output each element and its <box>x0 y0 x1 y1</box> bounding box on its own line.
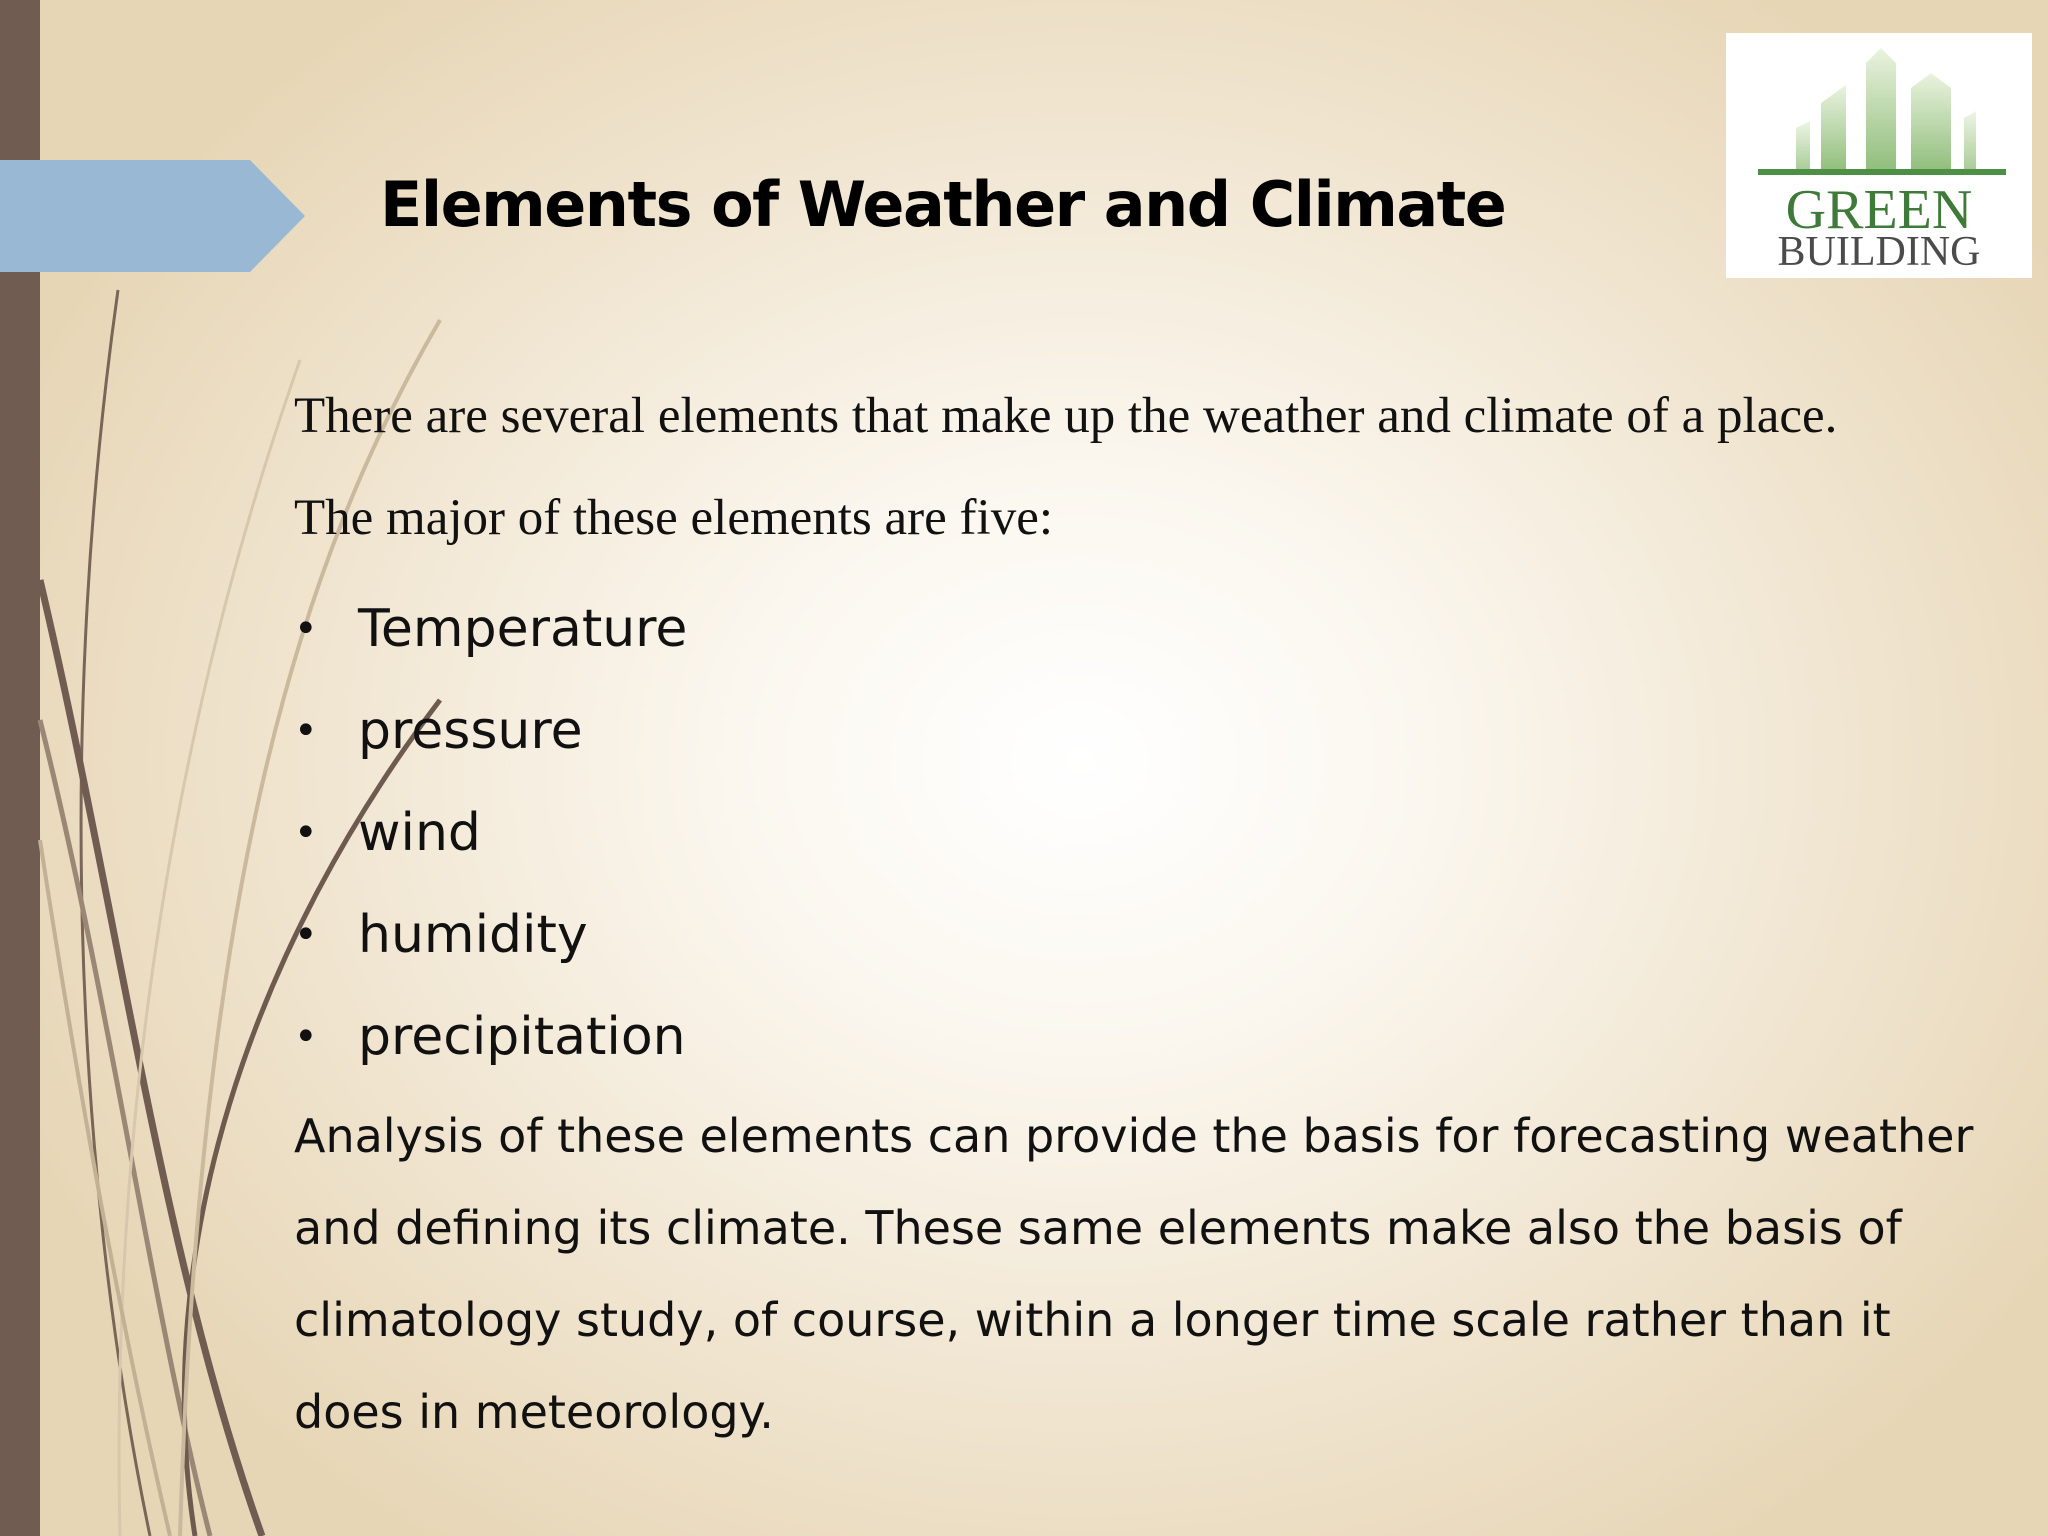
list-item <box>294 986 687 1088</box>
list-item-label: humidity <box>358 905 588 965</box>
analysis-paragraph: Analysis of these elements can provide the basis for forecasting weather and defining its climate. These same elements make also the basis of climatology study, of course, within a longer time scale rather than it does in meteorology. <box>294 1109 1974 1439</box>
bullet-marker: • <box>294 912 318 958</box>
list-item-label: pressure <box>358 701 583 761</box>
title-arrow-tab <box>0 160 305 272</box>
bullet-marker: • <box>294 1014 318 1060</box>
elements-list <box>294 578 687 1088</box>
bullet-marker: • <box>294 810 318 856</box>
intro-paragraph: There are several elements that make up the weather and climate of a place. The major of these elements are five: <box>294 388 1838 546</box>
list-item-label: precipitation <box>358 1007 686 1067</box>
list-item <box>294 578 687 680</box>
bullet-marker: • <box>294 708 318 754</box>
logo-text-green: GREEN <box>1785 179 1973 241</box>
list-item <box>294 782 687 884</box>
list-item-label: wind <box>358 803 481 863</box>
slide-title: Elements of Weather and Climate <box>380 168 1506 241</box>
green-building-logo <box>1726 33 2032 278</box>
logo-text-building: BUILDING <box>1777 229 1981 275</box>
list-item <box>294 884 687 986</box>
bullet-marker: • <box>294 606 318 652</box>
list-item-label: Temperature <box>358 599 688 659</box>
list-item <box>294 680 687 782</box>
